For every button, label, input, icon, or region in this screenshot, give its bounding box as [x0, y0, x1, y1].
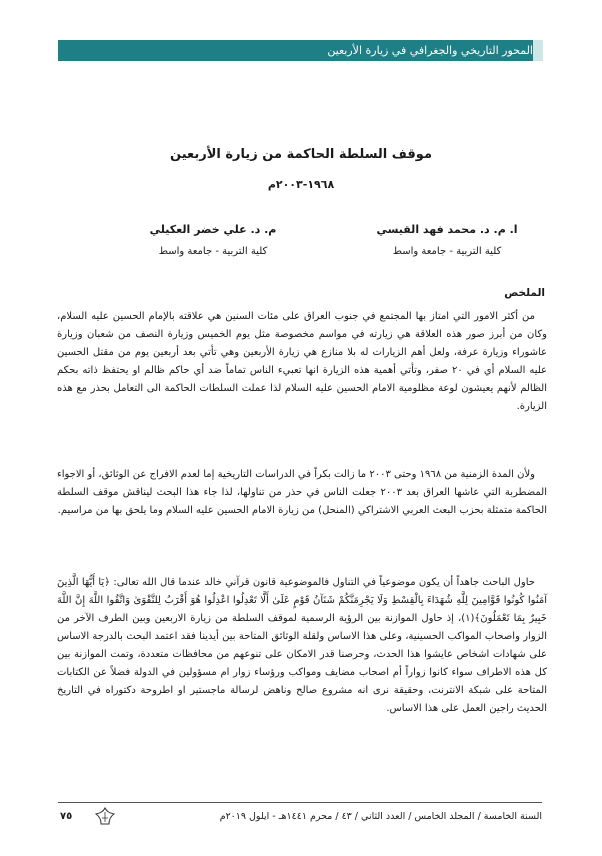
author-affiliation: كلية التربية - جامعة واسط [158, 246, 268, 257]
author-block [138, 223, 288, 257]
abstract-heading: الملخص [504, 287, 545, 299]
article-years: ١٩٦٨-٢٠٠٣م [267, 178, 335, 191]
article-title: موقف السلطة الحاكمة من زيارة الأربعين [170, 147, 432, 162]
footer-rule [58, 802, 542, 803]
page-number: ٧٥ [60, 811, 73, 822]
header-accent [533, 40, 543, 61]
author-name: م. د. علي خضر العكيلي [149, 223, 277, 236]
journal-logo-icon [94, 807, 116, 825]
author-affiliation: كلية التربية - جامعة واسط [392, 246, 502, 257]
author-block [362, 223, 532, 257]
abstract-paragraph: حاول الباحث جاهداً أن يكون موضوعياً في التناول فالموضوعية قانون قرآني خالد عندما قال الله تعالى: ﴿يَا أَيُّهَا الَّذِينَ آمَنُوا كُونُوا قَوَّامِينَ لِلَّهِ شُهَدَاءَ بِالْقِسْطِ وَلَا يَجْرِمَنَّكُمْ شَنَآنُ قَوْمٍ عَلَىٰ أَلَّا تَعْدِلُوا اعْدِلُوا هُوَ أَقْرَبُ لِلتَّقْوَىٰ وَاتَّقُوا اللَّهَ إِنَّ اللَّهَ خَبِيرٌ بِمَا تَعْمَلُونَ﴾(١)، إذ حاول الموازنة بين الرؤية الرسمية لموقف السلطة من زيارة الاربعين وبين الطرف الآخر من الزوار واصحاب المواكب الحسينية، وعلى هذا الاساس ولقلة الوثائق المتاحة بين أيدينا فقد اعتمد البحث بالدرجة الاساس على شهادات اشخاص عايشوا هذا الحدث، وحرصنا قدر الامكان على تنوعهم من محافظات متعددة، وتمت الموازنة بين كل هذه الاطراف سواء كانوا زواراً أم اصحاب مضايف ومواكب ورؤساء زوار ام مسؤولين في الدولة فضلاً عن الكتابات المتاحة على شبكة الانترنت، وحقيقة نرى انه مشروع صالح وناهض لرسالة ماجستير او اطروحة دكتوراه في التاريخ الحديث راجين العمل على هذا الاساس. [57, 577, 547, 714]
abstract-paragraph: ولأن المدة الزمنية من ١٩٦٨ وحتى ٢٠٠٣ ما زالت بكراً في الدراسات التاريخية إما لعدم الافراج عن الوثائق، أو الاجواء المضطربة التي عاشها العراق بعد ٢٠٠٣ جعلت الناس في حذر من تناولها، لذا جاء هذا البحث ليناقش موقف السلطة الحاكمة متمثلة بحزب البعث العربي الاشتراكي (المنحل) من زيارة الامام الحسين عليه السلام وما يلحق بها من مراسيم. [57, 469, 547, 516]
running-header-title: المحور التاريخي والجغرافي في زيارة الأربعين [327, 44, 533, 57]
footer-citation: السنة الخامسة / المجلد الخامس / العدد الثاني / ٤٣ / محرم ١٤٤١هـ - ايلول ٢٠١٩م [219, 811, 542, 822]
abstract-paragraph: من أكثر الامور التي امتاز بها المجتمع في جنوب العراق على مئات السنين هي علاقته بالإمام الحسين عليه السلام، وكان من أبرز صور هذه العلاقة هي زيارته في مواسم مخصوصة مثل يوم الخميس وزيارة النصف من شعبان وزيارة عاشوراء وزيارة عرفة، ولعل أهم الزيارات له بلا منازع هي زيارة الأربعين وهي تأتي بعد أربعين يوم من مقتل الحسين عليه السلام أي في ٢٠ صفر، وتأتي أهمية هذه الزيارة انها تعبيء الناس تماماً ضد أي حاكم ظالم او يحتفظ ذاته بحكم الظالم لأنهم يعيشون لوعة مظلومية الامام الحسين عليه السلام لذا عملت السلطات الحاكمة الى التعامل بحذر مع هذه الزيارة. [57, 311, 547, 412]
author-name: ا. م. د. محمد فهد القيسي [376, 223, 518, 236]
